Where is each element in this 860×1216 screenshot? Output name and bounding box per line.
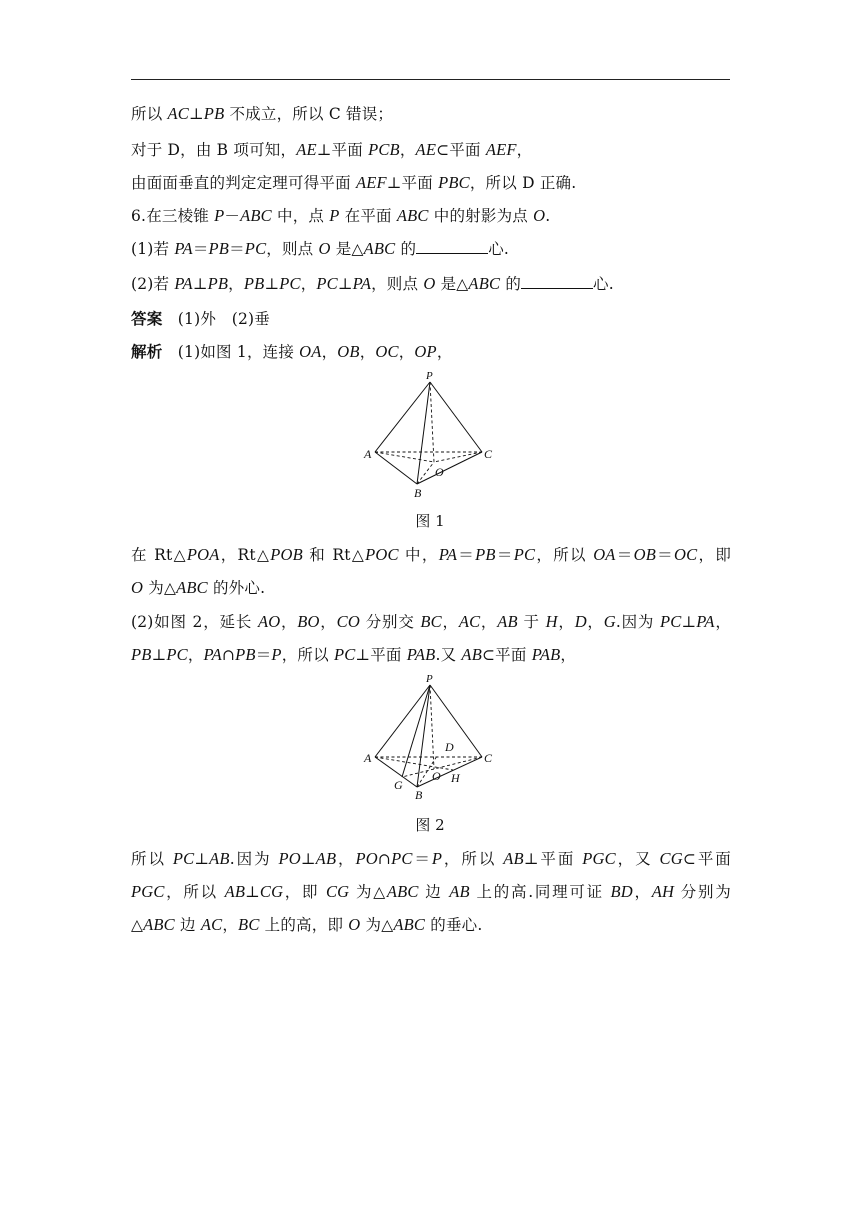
question-6-part-2: (2)若 PA⊥PB，PB⊥PC，PC⊥PA，则点 O 是△ABC 的 心. xyxy=(131,274,614,293)
header-rule xyxy=(131,79,730,80)
analysis-line-3: O 为△ABC 的外心. xyxy=(131,578,266,597)
label-P: P xyxy=(426,370,433,382)
label-A: A xyxy=(364,751,372,765)
analysis-line-8: △ABC 边 AC，BC 上的高，即 O 为△ABC 的垂心. xyxy=(131,915,483,934)
label-P: P xyxy=(426,673,433,685)
label-B: B xyxy=(415,788,423,802)
text-line-2: 对于 D，由 B 项可知，AE⊥平面 PCB，AE⊂平面 AEF， xyxy=(131,140,533,159)
label-B: B xyxy=(414,486,422,500)
figure-1-caption: 图 1 xyxy=(415,512,445,530)
analysis-label: 解析 xyxy=(131,342,163,361)
label-C: C xyxy=(484,447,493,461)
analysis-line-7: PGC，所以 AB⊥CG，即 CG 为△ABC 边 AB 上的高.同理可证 BD，AH 分别为 xyxy=(131,882,732,901)
label-D: D xyxy=(445,740,454,754)
analysis-line-1: 解析 (1)如图 1，连接 OA，OB，OC，OP， xyxy=(131,342,453,361)
analysis-line-2: 在 Rt△POA，Rt△POB 和 Rt△POC 中，PA＝PB＝PC，所以 OA＝OB＝OC，即 xyxy=(131,545,732,564)
answer-blank xyxy=(416,239,488,254)
analysis-line-6: 所以 PC⊥AB.因为 PO⊥AB，PO∩PC＝P，所以 AB⊥平面 PGC，又 CG⊂平面 xyxy=(131,849,732,868)
label-A: A xyxy=(364,447,372,461)
label-O: O xyxy=(432,769,441,783)
answer-label: 答案 xyxy=(131,309,163,328)
label-H: H xyxy=(451,771,460,785)
figure-2-caption: 图 2 xyxy=(415,816,445,834)
analysis-line-4: (2)如图 2，延长 AO，BO，CO 分别交 BC，AC，AB 于 H，D，G.因为 PC⊥PA， xyxy=(131,612,732,631)
answer-line: 答案 (1)外 (2)垂 xyxy=(131,309,271,328)
label-O: O xyxy=(435,465,444,479)
label-C: C xyxy=(484,751,493,765)
answer-blank xyxy=(521,274,593,289)
figure-2-diagram xyxy=(360,673,500,805)
question-6-part-1: (1)若 PA＝PB＝PC，则点 O 是△ABC 的 心. xyxy=(131,239,510,258)
figure-1-diagram xyxy=(360,370,500,502)
question-6-stem: 6.在三棱锥 P－ABC 中，点 P 在平面 ABC 中的射影为点 O. xyxy=(131,206,551,225)
label-G: G xyxy=(394,778,403,792)
text-line-1: 所以 AC⊥PB 不成立，所以 C 错误； xyxy=(131,104,394,123)
text-line-3: 由面面垂直的判定定理可得平面 AEF⊥平面 PBC，所以 D 正确. xyxy=(131,173,577,192)
analysis-line-5: PB⊥PC，PA∩PB＝P，所以 PC⊥平面 PAB.又 AB⊂平面 PAB， xyxy=(131,645,577,664)
